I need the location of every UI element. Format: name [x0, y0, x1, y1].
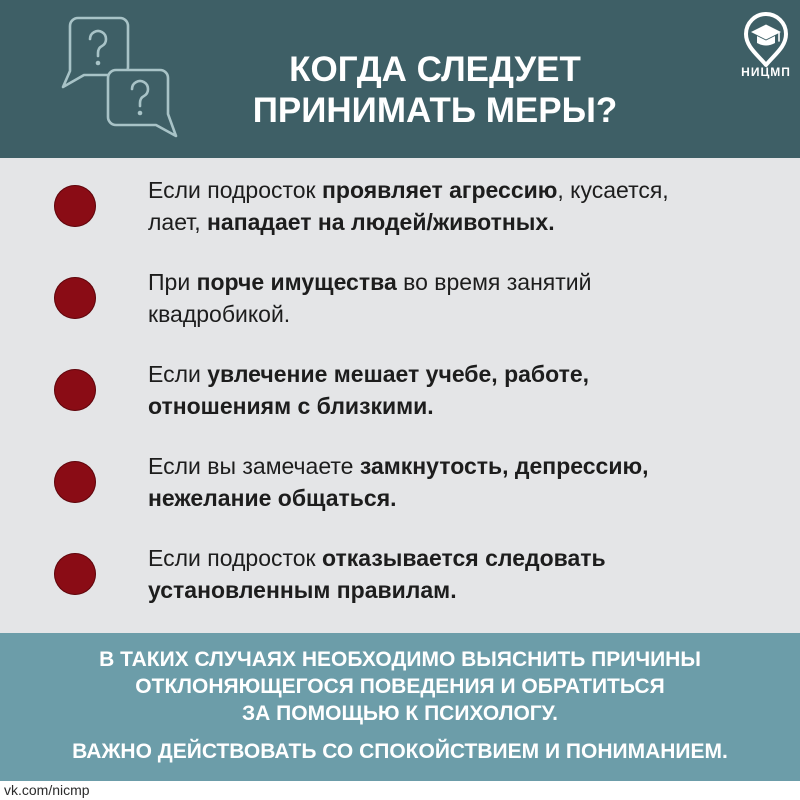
list-item: [0, 266, 800, 330]
conclusion-emphasis: ВАЖНО ДЕЙСТВОВАТЬ СО СПОКОЙСТВИЕМ И ПОНИМАНИЕМ.: [72, 740, 728, 763]
item-text-line: [148, 542, 606, 574]
item-text-line: [148, 298, 591, 330]
conclusion-line: ЗА ПОМОЩЬЮ К ПСИХОЛОГУ.: [242, 702, 558, 725]
text-segment: проявляет агрессию: [322, 177, 558, 203]
bullet-dot: [54, 369, 96, 411]
logo-text: НИЦМП: [741, 65, 791, 79]
item-text-line: [148, 266, 591, 298]
text-segment: лает,: [148, 209, 208, 235]
header: [0, 0, 800, 158]
title-line: ПРИНИМАТЬ МЕРЫ?: [252, 91, 618, 130]
question-speech-bubbles-icon: [50, 10, 190, 150]
text-segment: во время занятий: [396, 269, 592, 295]
graduation-cap-pin-icon: [738, 8, 794, 68]
source-url: vk.com/nicmp: [4, 782, 90, 798]
text-segment: нежелание общаться.: [148, 485, 397, 511]
text-segment: , кусается,: [557, 177, 669, 203]
text-segment: установленным правилам.: [148, 577, 457, 603]
text-segment: отношениям с близкими.: [148, 393, 434, 419]
text-segment: Если: [148, 361, 208, 387]
item-text: [148, 174, 669, 238]
text-segment: Если вы замечаете: [148, 453, 360, 479]
question-mark-dot: [138, 111, 143, 116]
bullet-dot: [54, 277, 96, 319]
text-segment: Если подросток: [148, 545, 323, 571]
text-segment: квадробикой.: [148, 301, 291, 327]
item-text-line: [148, 174, 669, 206]
bullet-dot: [54, 461, 96, 503]
item-text-line: [148, 574, 606, 606]
title-line: КОГДА СЛЕДУЕТ: [289, 50, 581, 89]
list-item: [0, 450, 800, 514]
item-text-line: [148, 390, 589, 422]
item-text-line: [148, 482, 649, 514]
conclusion-band: [0, 633, 800, 781]
conclusion-text: [0, 633, 800, 765]
text-segment: замкнутость, депрессию,: [359, 453, 649, 479]
conclusion-line: ОТКЛОНЯЮЩЕГОСЯ ПОВЕДЕНИЯ И ОБРАТИТЬСЯ: [135, 675, 665, 698]
warning-signs-list: [0, 174, 800, 606]
footer: [0, 781, 800, 800]
bullet-dot: [54, 185, 96, 227]
item-text-line: [148, 206, 669, 238]
list-item: [0, 174, 800, 238]
question-mark-icon: [90, 31, 106, 56]
text-segment: порче имущества: [196, 269, 397, 295]
bullet-dot: [54, 553, 96, 595]
text-segment: нападает на людей/животных.: [207, 209, 555, 235]
item-text-line: [148, 450, 649, 482]
item-text-line: [148, 358, 589, 390]
conclusion-line: В ТАКИХ СЛУЧАЯХ НЕОБХОДИМО ВЫЯСНИТЬ ПРИЧИНЫ: [99, 648, 701, 671]
page-title: [200, 49, 670, 131]
item-text: [148, 266, 591, 330]
text-segment: отказывается следовать: [322, 545, 606, 571]
text-segment: увлечение мешает учебе, работе,: [207, 361, 590, 387]
list-item: [0, 358, 800, 422]
speech-bubble-icon: [108, 70, 176, 136]
list-item: [0, 542, 800, 606]
text-segment: При: [148, 269, 197, 295]
item-text: [148, 450, 649, 514]
question-mark-dot: [96, 61, 101, 66]
item-text: [148, 542, 606, 606]
item-text: [148, 358, 589, 422]
text-segment: Если подросток: [148, 177, 323, 203]
